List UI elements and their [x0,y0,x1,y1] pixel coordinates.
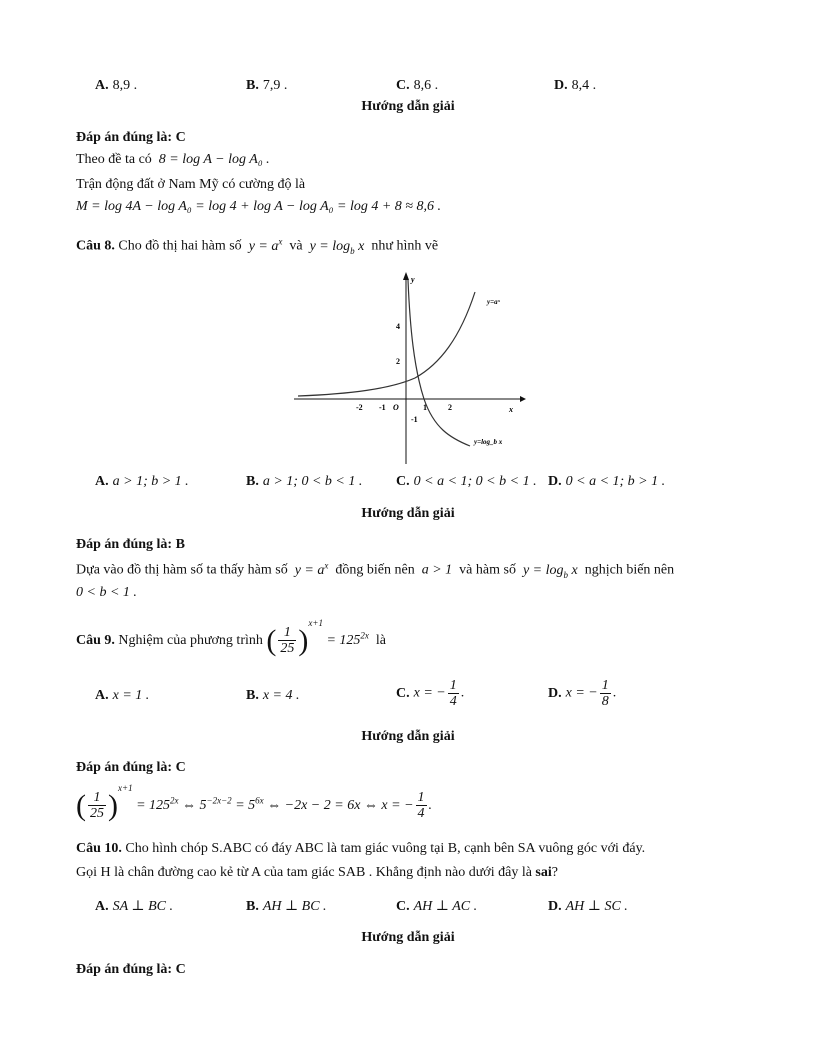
q7-option-c: C. 8,6 . [396,78,439,93]
y-axis-label: y [411,275,415,284]
q7-option-b: B. 7,9 . [246,78,288,93]
tick-x-neg2: -2 [356,403,363,412]
q9-statement: Câu 9. Nghiệm của phương trình ( $\frac{1}{25}$ )$^{x+1} = 125^{2x}$ là [76,618,387,657]
q8-guide-heading: Hướng dẫn giải [361,506,455,521]
tick-y-4: 4 [396,322,400,331]
origin-label: O [393,403,399,412]
q8-option-b: B. a > 1; 0 < b < 1 . [246,474,363,489]
x-axis-label: x [509,405,513,414]
q8-explanation: Dựa vào đồ thị hàm số ta thấy hàm số $y = a^x$ đồng biến nên a > 1 và hàm số $y = \log_b x$ nghịch biến nên [76,560,675,580]
q9-correct-answer: Đáp án đúng là: C [76,760,186,775]
q8-correct-answer: Đáp án đúng là: B [76,537,185,552]
q10-option-d: D. AH ⊥ SC . [548,899,628,914]
q10-statement-line2: Gọi H là chân đường cao kẻ từ A của tam giác SAB . Khẳng định nào dưới đây là sai? [76,865,558,880]
q7-option-d: D. 8,4 . [554,78,597,93]
tick-y-neg1: -1 [411,415,418,424]
q10-option-c: C. AH ⊥ AC . [396,899,478,914]
q10-option-a: A. SA ⊥ BC . [95,899,173,914]
q7-option-a: A. 8,9 . [95,78,138,93]
q7-guide-heading: Hướng dẫn giải [361,99,455,114]
x-axis-arrow [520,396,526,402]
q8-graph [290,268,530,468]
q8-option-c: C. 0 < a < 1; 0 < b < 1 . [396,474,537,489]
tick-x-neg1: -1 [379,403,386,412]
q10-guide-heading: Hướng dẫn giải [361,930,455,945]
q7-eq1: 8 = log A − log A₀ . [158,152,270,167]
tick-x-1: 1 [423,403,427,412]
q9-option-d: D. x = − $\frac{1}{8}$ . [548,678,617,709]
q8-statement: Câu 8. Cho đồ thị hai hàm số $y = a^x$ và $y = \log_b x$ như hình vẽ [76,236,439,256]
q7-eq2: M = log 4A − log A₀ = log 4 + log A − log A₀ = log 4 + 8 ≈ 8,6 . [76,199,441,214]
q10-option-b: B. AH ⊥ BC . [246,899,327,914]
q9-option-b: B. x = 4 . [246,688,300,703]
q9-option-a: A. x = 1 . [95,688,150,703]
q10-statement-line1: Câu 10. Cho hình chóp S.ABC có đáy ABC là tam giác vuông tại B, cạnh bên SA vuông góc với đáy. [76,841,646,856]
q7-line1: Theo đề ta có 8 = log A − log A₀ . [76,152,270,167]
q9-option-c: C. x = − $\frac{1}{4}$ . [396,678,465,709]
y-axis-arrow [403,272,409,280]
q9-solution: ( $\frac{1}{25}$ )$^{x+1} = 125^{2x}$ ⇔ $5^{-2x-2} = 5^{6x}$ ⇔ −2x − 2 = 6x ⇔ x = − $\frac{1}{4}$ . [76,783,433,822]
tick-y-2: 2 [396,357,400,366]
exp-curve [298,292,475,396]
exp-curve-label: y=aˣ [487,298,500,306]
q8-option-d: D. 0 < a < 1; b > 1 . [548,474,666,489]
q9-guide-heading: Hướng dẫn giải [361,729,455,744]
q8-option-a: A. a > 1; b > 1 . [95,474,189,489]
q7-line2: Trận động đất ở Nam Mỹ có cường độ là [76,177,306,192]
q10-correct-answer: Đáp án đúng là: C [76,962,186,977]
q8-explanation-end: 0 < b < 1 . [76,585,137,600]
q7-correct-answer: Đáp án đúng là: C [76,130,186,145]
log-curve-label: y=log_b x [474,438,503,446]
tick-x-2: 2 [448,403,452,412]
